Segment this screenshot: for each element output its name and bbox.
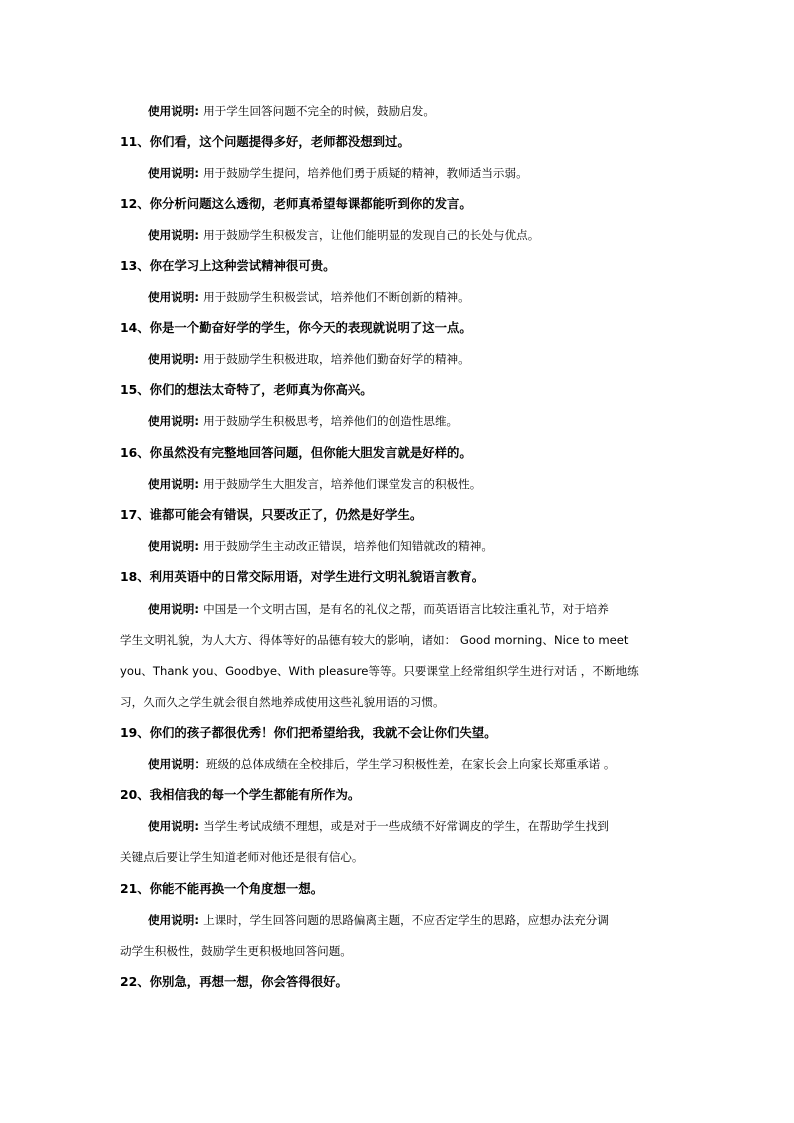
item-heading: 22、你别急，再想一想，你会答得很好。	[120, 974, 348, 989]
usage-note	[148, 538, 493, 554]
item-heading: 12、你分析问题这么透彻，老师真希望每课都能听到你的发言。	[120, 196, 472, 211]
usage-separator: :	[194, 228, 204, 242]
item-heading: 17、谁都可能会有错误，只要改正了，仍然是好学生。	[120, 507, 423, 522]
usage-separator: :	[194, 539, 204, 553]
usage-label: 使用说明	[148, 757, 195, 771]
usage-label: 使用说明	[148, 602, 195, 616]
usage-separator: :	[194, 290, 204, 304]
usage-separator: :	[194, 477, 204, 491]
usage-text: 上课时，学生回答问题的思路偏离主题，不应否定学生的思路，应想办法充分调	[203, 913, 609, 927]
item-heading: 19、你们的孩子都很优秀！你们把希望给我，我就不会让你们失望。	[120, 725, 497, 740]
usage-label: 使用说明	[148, 477, 195, 491]
usage-label: 使用说明	[148, 539, 195, 553]
usage-label: 使用说明	[148, 104, 195, 118]
usage-note	[148, 351, 470, 367]
usage-note	[148, 165, 528, 181]
usage-text: 中国是一个文明古国，是有名的礼仪之帮，而英语语言比较注重礼节，对于培养	[203, 602, 609, 616]
usage-separator: :	[194, 602, 204, 616]
item-heading: 14、你是一个勤奋好学的学生，你今天的表现就说明了这一点。	[120, 320, 472, 335]
usage-note	[148, 912, 609, 928]
item-heading: 20、我相信我的每一个学生都能有所作为。	[120, 787, 361, 802]
usage-separator: :	[194, 352, 204, 366]
usage-label: 使用说明	[148, 414, 195, 428]
usage-text: 用于鼓励学生积极发言，让他们能明显的发现自己的长处与优点。	[203, 228, 540, 242]
usage-continuation: 学生文明礼貌，为人大方、得体等好的品德有较大的影响，诸如： Good morning、Nice to meet	[120, 633, 629, 647]
item-heading: 21、你能不能再换一个角度想一想。	[120, 881, 324, 896]
usage-text: 用于鼓励学生大胆发言，培养他们课堂发言的积极性。	[203, 477, 482, 491]
usage-note	[148, 818, 609, 834]
usage-label: 使用说明	[148, 290, 195, 304]
usage-label: 使用说明	[148, 352, 195, 366]
usage-note	[148, 601, 609, 617]
usage-continuation: you、Thank you、Goodbye、With pleasure等等。只要课堂上经常组织学生进行对话 ，不断地练	[120, 664, 639, 678]
item-heading: 18、利用英语中的日常交际用语，对学生进行文明礼貌语言教育。	[120, 569, 485, 584]
usage-continuation: 关键点后要让学生知道老师对他还是很有信心。	[120, 850, 364, 864]
usage-label: 使用说明	[148, 913, 195, 927]
usage-separator: :	[194, 414, 204, 428]
usage-label: 使用说明	[148, 819, 195, 833]
usage-note	[148, 476, 481, 492]
usage-text: 班级的总体成绩在全校排后，学生学习积极性差，在家长会上向家长郑重承诺 。	[206, 757, 616, 771]
usage-text: 用于学生回答问题不完全的时候，鼓励启发。	[203, 104, 435, 118]
usage-note	[148, 289, 470, 305]
item-heading: 11、你们看，这个问题提得多好，老师都没想到过。	[120, 134, 410, 149]
usage-continuation: 习，久而久之学生就会很自然地养成使用这些礼貌用语的习惯。	[120, 695, 445, 709]
usage-note	[148, 413, 458, 429]
usage-text: 用于鼓励学生积极进取，培养他们勤奋好学的精神。	[203, 352, 470, 366]
item-heading: 15、你们的想法太奇特了，老师真为你高兴。	[120, 382, 373, 397]
item-heading: 13、你在学习上这种尝试精神很可贵。	[120, 258, 336, 273]
item-heading: 16、你虽然没有完整地回答问题，但你能大胆发言就是好样的。	[120, 445, 472, 460]
usage-text: 用于鼓励学生主动改正错误，培养他们知错就改的精神。	[203, 539, 493, 553]
usage-separator: :	[194, 104, 204, 118]
usage-text: 用于鼓励学生积极思考，培养他们的创造性思维。	[203, 414, 459, 428]
usage-separator: :	[194, 166, 204, 180]
usage-note	[148, 103, 435, 119]
usage-continuation: 动学生积极性，鼓励学生更积极地回答问题。	[120, 944, 352, 958]
usage-text: 当学生考试成绩不理想，或是对于一些成绩不好常调皮的学生，在帮助学生找到	[203, 819, 609, 833]
usage-text: 用于鼓励学生提问，培养他们勇于质疑的精神，教师适当示弱。	[203, 166, 528, 180]
usage-label: 使用说明	[148, 228, 195, 242]
usage-note	[148, 756, 615, 772]
usage-text: 用于鼓励学生积极尝试，培养他们不断创新的精神。	[203, 290, 470, 304]
usage-label: 使用说明	[148, 166, 195, 180]
usage-separator: :	[194, 913, 204, 927]
usage-separator: ：	[194, 757, 206, 771]
usage-note	[148, 227, 539, 243]
usage-separator: :	[194, 819, 204, 833]
